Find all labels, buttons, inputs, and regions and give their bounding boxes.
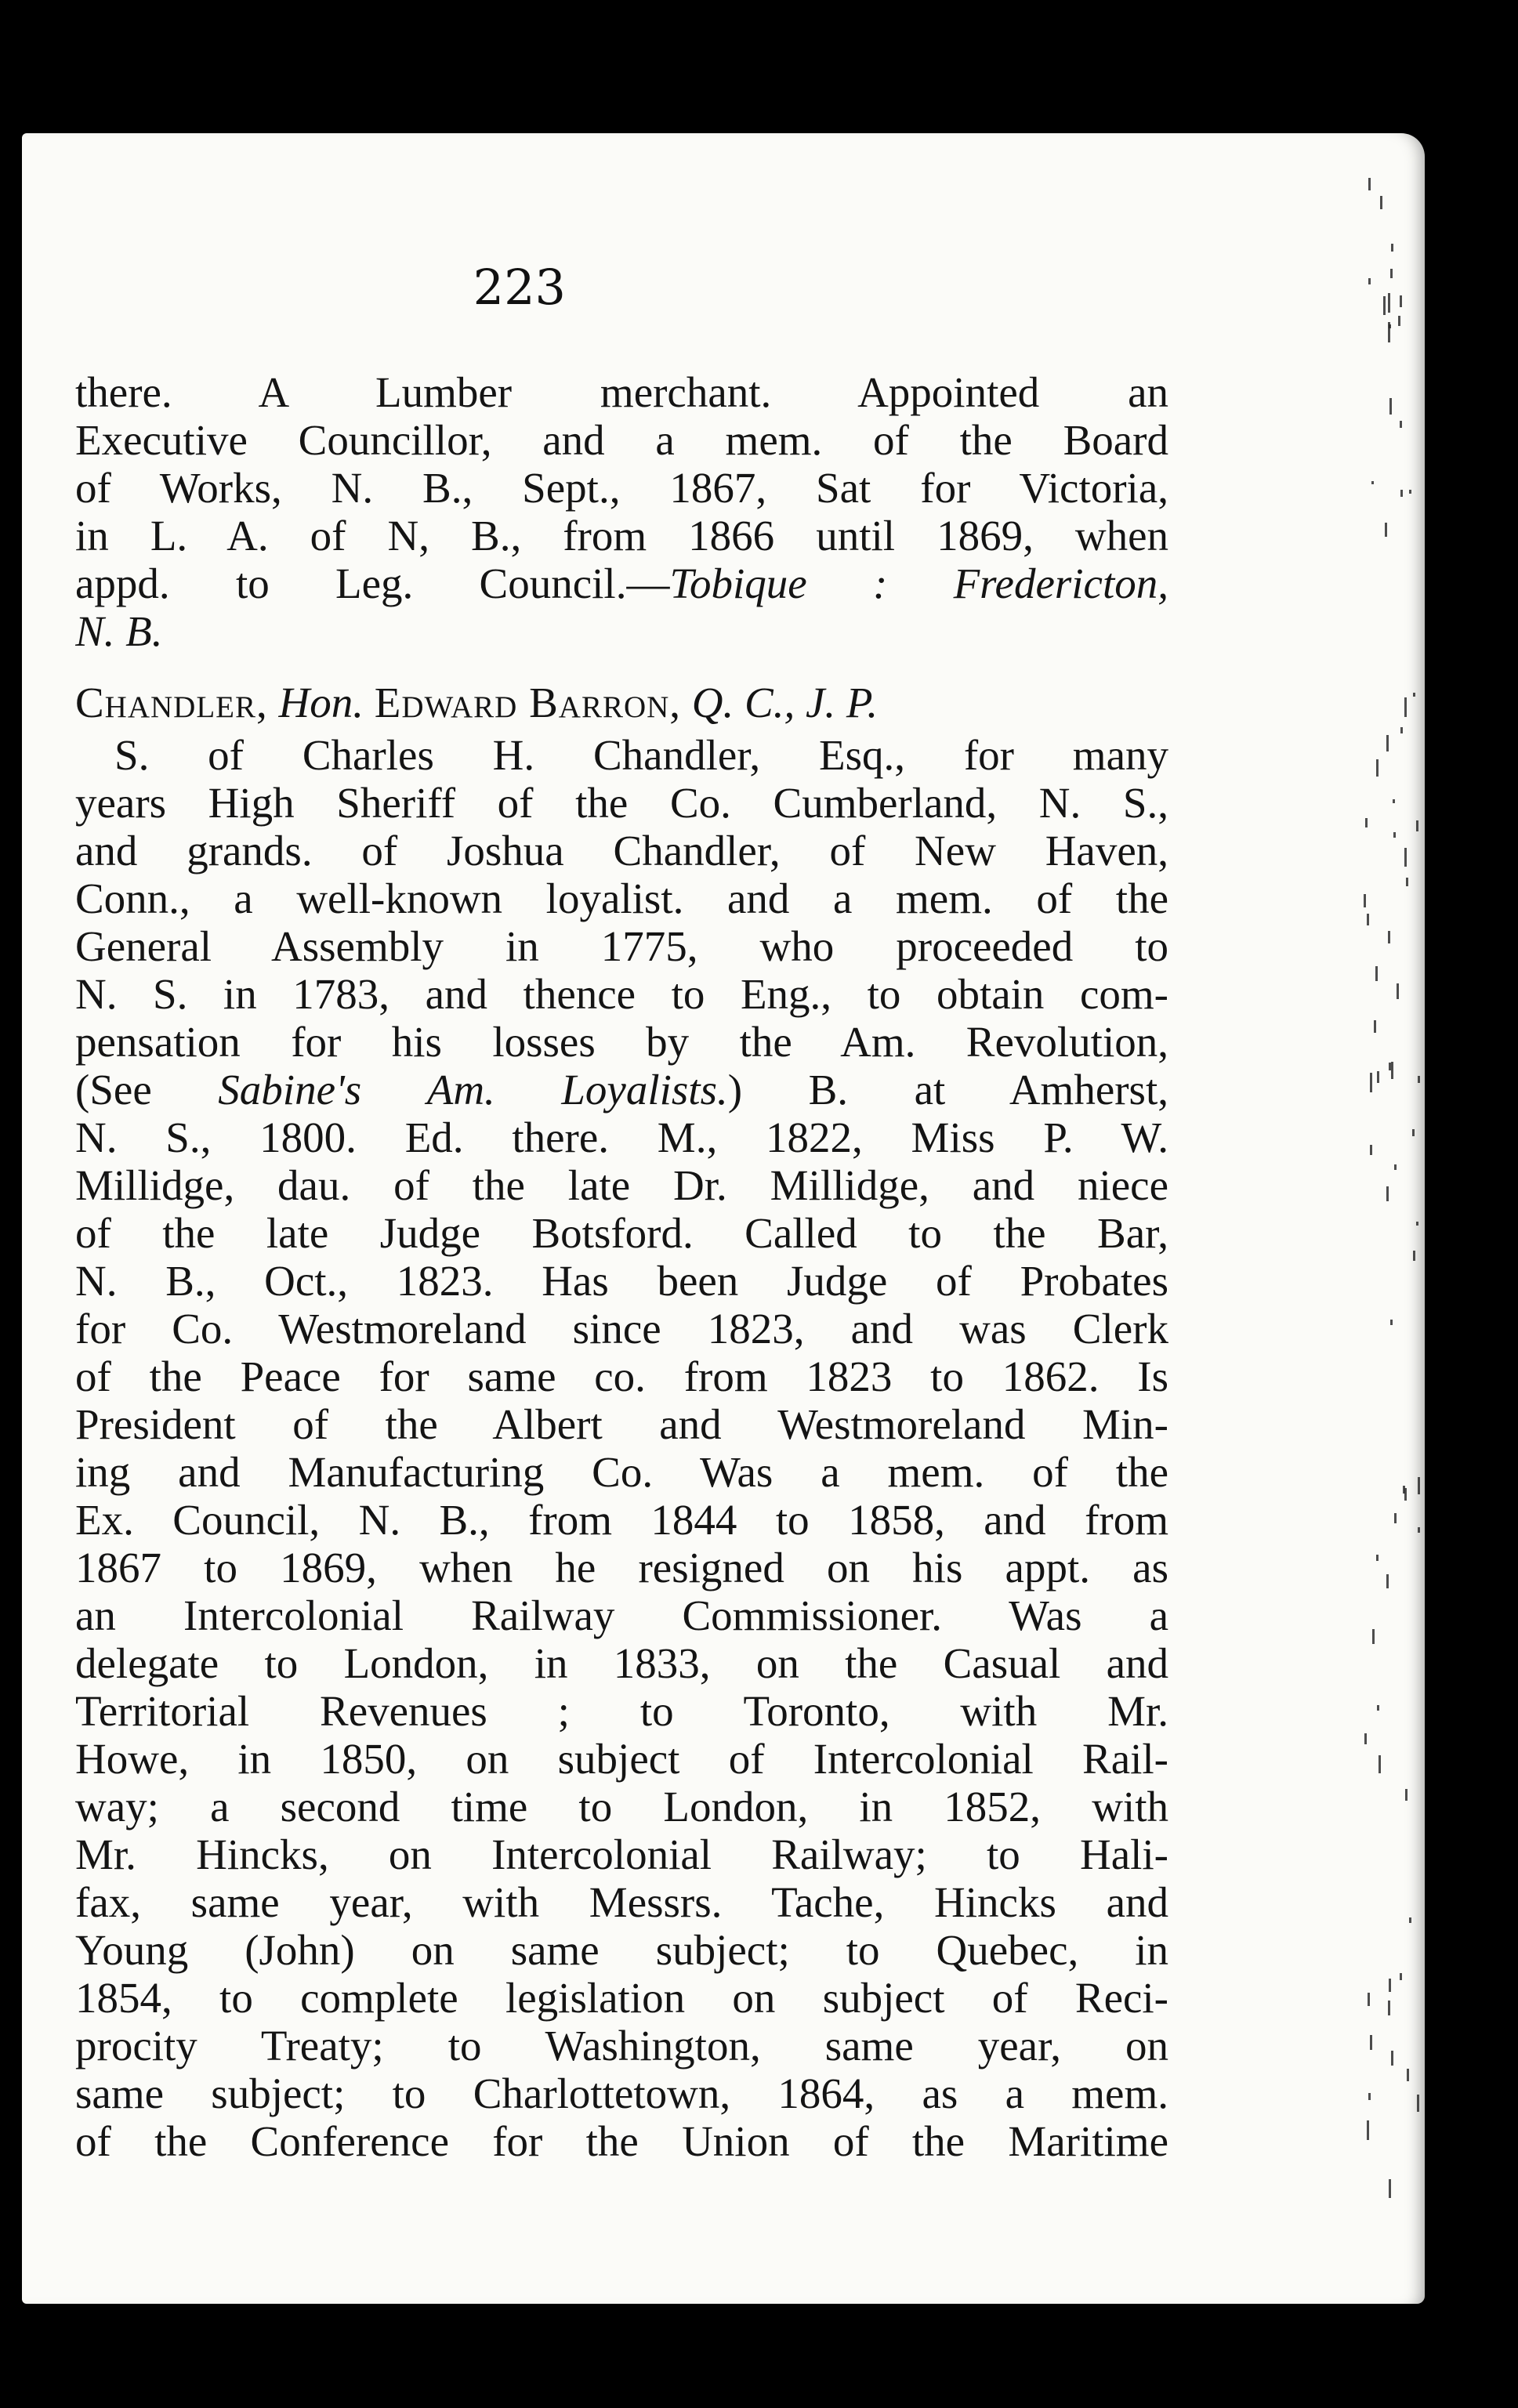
text-line: of the Conference for the Union of the Maritime	[75, 2117, 1168, 2165]
page-text	[75, 368, 1168, 2165]
text-line: President of the Albert and Westmoreland Min-	[75, 1400, 1168, 1448]
text-line: and grands. of Joshua Chandler, of New Haven,	[75, 827, 1168, 874]
text-line: there. A Lumber merchant. Appointed an	[75, 368, 1168, 416]
text-line	[75, 559, 1168, 607]
text-line: N. B., Oct., 1823. Has been Judge of Probates	[75, 1257, 1168, 1305]
italic-province: N. B.	[75, 607, 163, 655]
text-line: Executive Councillor, and a mem. of the Board	[75, 416, 1168, 464]
text-segment: ) B. at Amherst,	[727, 1066, 1168, 1113]
text-line: Mr. Hincks, on Intercolonial Railway; to Hali-	[75, 1830, 1168, 1878]
page-number: 223	[473, 259, 566, 316]
text-line: S. of Charles H. Chandler, Esq., for many	[114, 731, 1168, 779]
entry-heading	[75, 679, 1168, 726]
entry-surname: Chandler,	[75, 679, 268, 726]
text-line: of the Peace for same co. from 1823 to 1862. Is	[75, 1352, 1168, 1400]
text-line: pensation for his losses by the Am. Revolution,	[75, 1018, 1168, 1066]
text-line: in L. A. of N, B., from 1866 until 1869, when	[75, 512, 1168, 559]
text-line: Ex. Council, N. B., from 1844 to 1858, and from	[75, 1496, 1168, 1544]
text-line: Conn., a well-known loyalist. and a mem. of the	[75, 874, 1168, 922]
text-line: delegate to London, in 1833, on the Casual and	[75, 1639, 1168, 1687]
text-line: years High Sheriff of the Co. Cumberland, N. S.,	[75, 779, 1168, 827]
text-line: fax, same year, with Messrs. Tache, Hincks and	[75, 1878, 1168, 1926]
text-line: Howe, in 1850, on subject of Intercolonial Rail-	[75, 1735, 1168, 1783]
text-line: way; a second time to London, in 1852, with	[75, 1783, 1168, 1830]
text-line: Millidge, dau. of the late Dr. Millidge, and niece	[75, 1161, 1168, 1209]
entry-honorific: Hon.	[278, 679, 364, 726]
text-line: of the late Judge Botsford. Called to the Bar,	[75, 1209, 1168, 1257]
text-line: an Intercolonial Railway Commissioner. Was a	[75, 1591, 1168, 1639]
text-line: Young (John) on same subject; to Quebec, in	[75, 1926, 1168, 1974]
entry-titles: Q. C., J. P.	[691, 679, 879, 726]
text-line: 1867 to 1869, when he resigned on his appt. as	[75, 1544, 1168, 1591]
text-line: procity Treaty; to Washington, same year, on	[75, 2022, 1168, 2069]
text-line: N. S. in 1783, and thence to Eng., to obtain com-	[75, 970, 1168, 1018]
text-line: Territorial Revenues ; to Toronto, with Mr.	[75, 1687, 1168, 1735]
text-line: 1854, to complete legislation on subject of Reci-	[75, 1974, 1168, 2022]
text-line: General Assembly in 1775, who proceeded to	[75, 922, 1168, 970]
text-segment: (See	[75, 1066, 219, 1113]
text-line	[75, 607, 1168, 655]
text-line: N. S., 1800. Ed. there. M., 1822, Miss P. W.	[75, 1113, 1168, 1161]
text-line: of Works, N. B., Sept., 1867, Sat for Victoria,	[75, 464, 1168, 512]
text-segment: appd. to Leg. Council.—	[75, 559, 670, 607]
italic-book-title: Sabine's Am. Loyalists.	[218, 1066, 728, 1113]
text-line: for Co. Westmoreland since 1823, and was Clerk	[75, 1305, 1168, 1352]
text-line: same subject; to Charlottetown, 1864, as a mem.	[75, 2069, 1168, 2117]
italic-place-names: Tobique : Fredericton,	[669, 559, 1168, 607]
entry-given-names: Edward Barron,	[374, 679, 682, 726]
text-line	[75, 1066, 1168, 1113]
text-line: ing and Manufacturing Co. Was a mem. of the	[75, 1448, 1168, 1496]
